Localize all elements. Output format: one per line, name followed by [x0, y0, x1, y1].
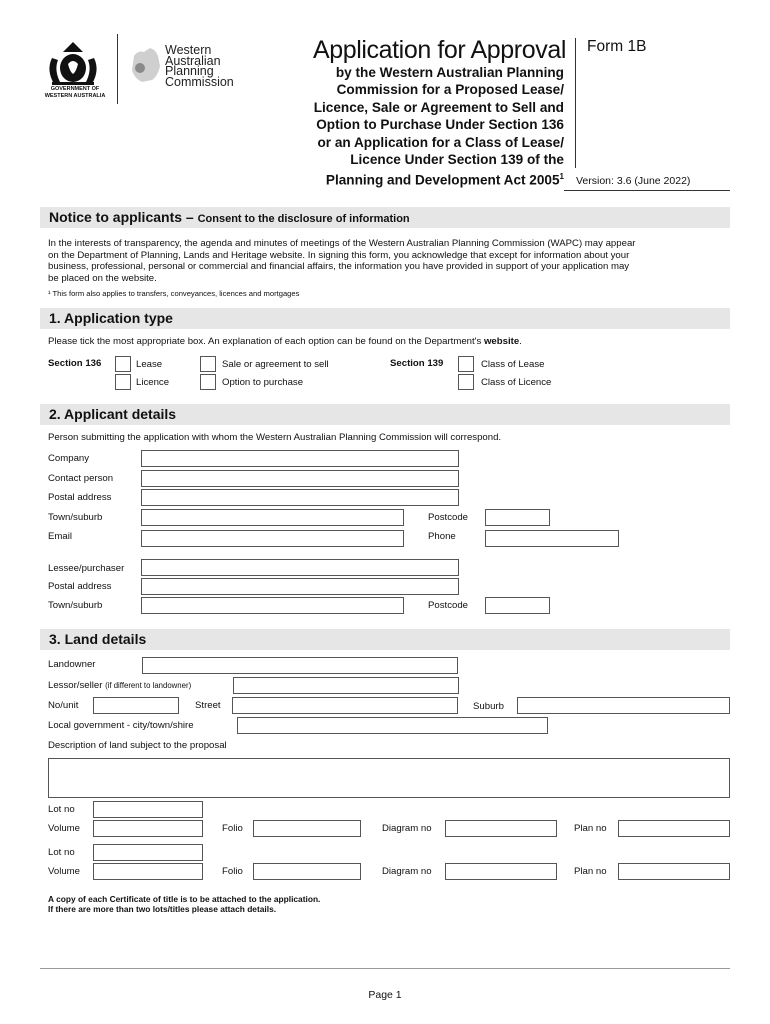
suburb-label: Suburb: [473, 701, 504, 712]
no-unit-label: No/unit: [48, 700, 79, 711]
postal-input[interactable]: [141, 489, 459, 506]
licence-checkbox[interactable]: [115, 374, 131, 390]
notice-footnote: ¹ This form also applies to transfers, conveyances, licences and mortgages: [48, 289, 300, 298]
street-label: Street: [195, 700, 221, 711]
lease-label: Lease: [136, 359, 163, 370]
website-link[interactable]: website: [483, 336, 520, 347]
postal2-input[interactable]: [141, 578, 459, 595]
town-label: Town/suburb: [48, 512, 103, 523]
postcode2-label: Postcode: [428, 600, 469, 611]
diagram-input-2[interactable]: [445, 863, 557, 880]
page-title: Application for Approval: [312, 36, 566, 64]
wapc-map-logo-icon: [128, 44, 164, 88]
town2-input[interactable]: [141, 597, 404, 614]
email-input[interactable]: [141, 530, 404, 547]
volume-label-2: Volume: [48, 866, 80, 877]
version-underline: [564, 190, 730, 191]
town-input[interactable]: [141, 509, 404, 526]
header-divider: [117, 34, 118, 104]
local-gov-label: Local government - city/town/shire: [48, 720, 194, 731]
wapc-wordmark: Western Australian Planning Commission: [165, 43, 234, 89]
lot-no-input-2[interactable]: [93, 844, 203, 861]
notice-header: Notice to applicants – Consent to the disclosure of information: [40, 207, 730, 228]
phone-input[interactable]: [485, 530, 619, 547]
company-input[interactable]: [141, 450, 459, 467]
diagram-label-1: Diagram no: [382, 823, 432, 834]
contact-input[interactable]: [141, 470, 459, 487]
page-number: Page 1: [368, 989, 402, 1001]
description-label: Description of land subject to the proposal: [48, 740, 227, 751]
landowner-label: Landowner: [48, 659, 96, 670]
lot-no-label-2: Lot no: [48, 847, 75, 858]
section-136-label: Section 136: [48, 358, 102, 369]
option-label: Option to purchase: [222, 377, 304, 388]
section1-header: 1. Application type: [40, 308, 730, 329]
lessee-label: Lessee/purchaser: [48, 563, 125, 574]
diagram-label-2: Diagram no: [382, 866, 432, 877]
plan-label-2: Plan no: [574, 866, 607, 877]
postal2-label: Postal address: [48, 581, 112, 592]
lot-no-label-1: Lot no: [48, 804, 75, 815]
plan-input-2[interactable]: [618, 863, 730, 880]
volume-input-2[interactable]: [93, 863, 203, 880]
form-id: Form 1B: [587, 38, 647, 55]
notice-body: In the interests of transparency, the agenda and minutes of meetings of the Western Australian Planning Commission (WAPC) may appear on the Department of Planning, Lands and Heritage website. In signing this form, you acknowledge that except for information about your business, professional, personal or commercial and financial affairs, the information you have provided in support of your application may be placed on the website.: [48, 238, 636, 284]
no-unit-input[interactable]: [93, 697, 179, 714]
sale-checkbox[interactable]: [200, 356, 216, 372]
landowner-input[interactable]: [142, 657, 458, 674]
title-divider: [575, 38, 576, 168]
folio-label-2: Folio: [222, 866, 243, 877]
page-subtitle: by the Western Australian Planning Commission for a Proposed Lease/ Licence, Sale or Agreement to Sell and Option to Purchase Under Section 136 or an Application for a Class of Lease/ Licence Under Section 139 of the Planning and Development Act 2005$^1$: [313, 65, 564, 188]
lessor-label: Lessor/seller (if different to landowner): [48, 680, 192, 691]
description-textarea[interactable]: [48, 758, 730, 798]
lessee-input[interactable]: [141, 559, 459, 576]
title-certificate-note: A copy of each Certificate of title is to be attached to the application. If there are more than two lots/titles please attach details.: [48, 894, 321, 914]
volume-input-1[interactable]: [93, 820, 203, 837]
town2-label: Town/suburb: [48, 600, 103, 611]
postcode-label: Postcode: [428, 512, 469, 523]
plan-input-1[interactable]: [618, 820, 730, 837]
section2-intro: Person submitting the application with whom the Western Australian Planning Commission will correspond.: [48, 432, 502, 443]
class-licence-label: Class of Licence: [481, 377, 552, 388]
street-input[interactable]: [232, 697, 458, 714]
postcode-input[interactable]: [485, 509, 550, 526]
government-label: GOVERNMENT OF WESTERN AUSTRALIA: [44, 86, 106, 99]
lessor-input[interactable]: [233, 677, 459, 694]
diagram-input-1[interactable]: [445, 820, 557, 837]
postal-label: Postal address: [48, 492, 112, 503]
section3-header: 3. Land details: [40, 629, 730, 650]
folio-input-2[interactable]: [253, 863, 361, 880]
folio-input-1[interactable]: [253, 820, 361, 837]
section2-header: 2. Applicant details: [40, 404, 730, 425]
option-checkbox[interactable]: [200, 374, 216, 390]
suburb-input[interactable]: [517, 697, 730, 714]
class-lease-label: Class of Lease: [481, 359, 545, 370]
sale-label: Sale or agreement to sell: [222, 359, 329, 370]
class-lease-checkbox[interactable]: [458, 356, 474, 372]
class-licence-checkbox[interactable]: [458, 374, 474, 390]
version-label: Version: 3.6 (June 2022): [576, 175, 691, 187]
licence-label: Licence: [136, 377, 170, 388]
lease-checkbox[interactable]: [115, 356, 131, 372]
phone-label: Phone: [428, 531, 456, 542]
company-label: Company: [48, 453, 90, 464]
section-139-label: Section 139: [390, 358, 444, 369]
footer-divider: [40, 968, 730, 969]
folio-label-1: Folio: [222, 823, 243, 834]
section1-instruction: Please tick the most appropriate box. An explanation of each option can be found on the Department's website.: [48, 336, 522, 347]
volume-label-1: Volume: [48, 823, 80, 834]
plan-label-1: Plan no: [574, 823, 607, 834]
contact-label: Contact person: [48, 473, 114, 484]
email-label: Email: [48, 531, 72, 542]
local-gov-input[interactable]: [237, 717, 548, 734]
lot-no-input-1[interactable]: [93, 801, 203, 818]
postcode2-input[interactable]: [485, 597, 550, 614]
footnote-marker: 1: [559, 172, 564, 182]
